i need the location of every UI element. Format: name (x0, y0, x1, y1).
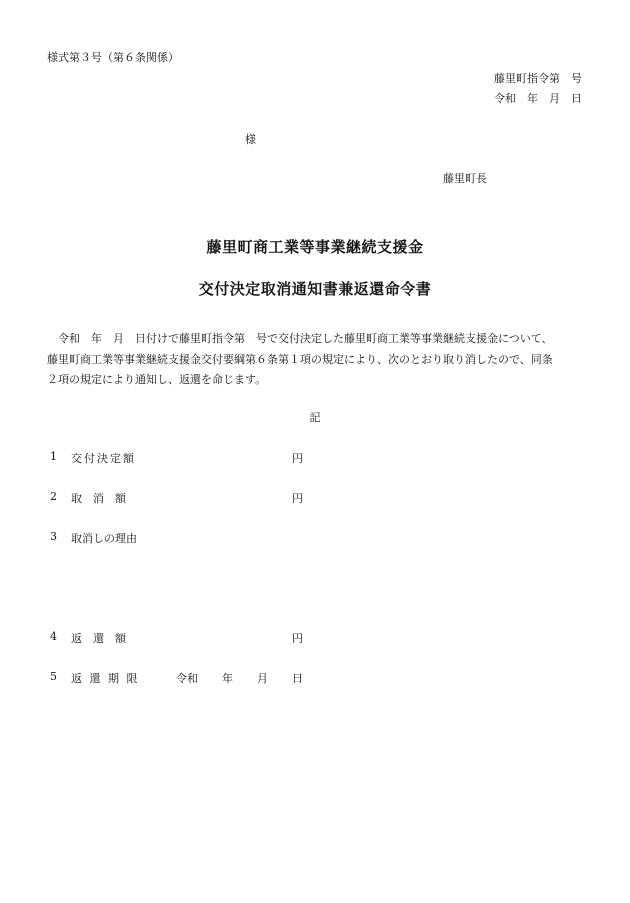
item-number: 1 (50, 450, 57, 463)
ki-heading: 記 (309, 411, 321, 424)
notice-body (47, 329, 587, 391)
item-label-cancel-amount: 取 消 額 (71, 492, 126, 505)
item-unit-yen: 円 (292, 632, 303, 645)
item-number: 4 (50, 630, 57, 643)
item-number: 2 (50, 490, 57, 503)
document-title-line1: 藤里町商工業等事業継続支援金 (206, 238, 424, 256)
notice-body-line1: 令和 年 月 日付けで藤里町指令第 号で交付決定した藤里町商工業等事業継続支援金について、 (58, 332, 553, 345)
notice-body-line2: 藤里町商工業等事業継続支援金交付要綱第６条第１項の規定により、次のとおり取り消したので、同条 (47, 352, 553, 366)
item-label-cancel-reason: 取消しの理由 (71, 532, 137, 545)
item-number: 5 (50, 670, 57, 683)
document-number: 藤里町指令第 号 (494, 72, 582, 85)
item-label-refund-amount: 返 還 額 (71, 632, 126, 645)
item-label-refund-deadline: 返 還 期 限 (71, 672, 140, 685)
notice-body-line3: ２項の規定により通知し、返還を命じます。 (47, 373, 267, 386)
deadline-year: 年 (222, 672, 233, 685)
item-unit-yen: 円 (292, 492, 303, 505)
deadline-day: 日 (292, 672, 303, 685)
form-number: 様式第３号（第６条関係） (47, 51, 179, 64)
issuer-name: 藤里町長 (443, 172, 487, 185)
deadline-month: 月 (257, 672, 268, 685)
deadline-era: 令和 (176, 672, 198, 685)
item-label-grant-amount: 交付決定額 (71, 452, 136, 465)
addressee-suffix: 様 (245, 133, 256, 146)
item-number: 3 (50, 530, 57, 543)
document-title-line2: 交付決定取消通知書兼返還命令書 (198, 280, 432, 298)
item-unit-yen: 円 (292, 452, 303, 465)
document-date: 令和 年 月 日 (494, 92, 582, 105)
